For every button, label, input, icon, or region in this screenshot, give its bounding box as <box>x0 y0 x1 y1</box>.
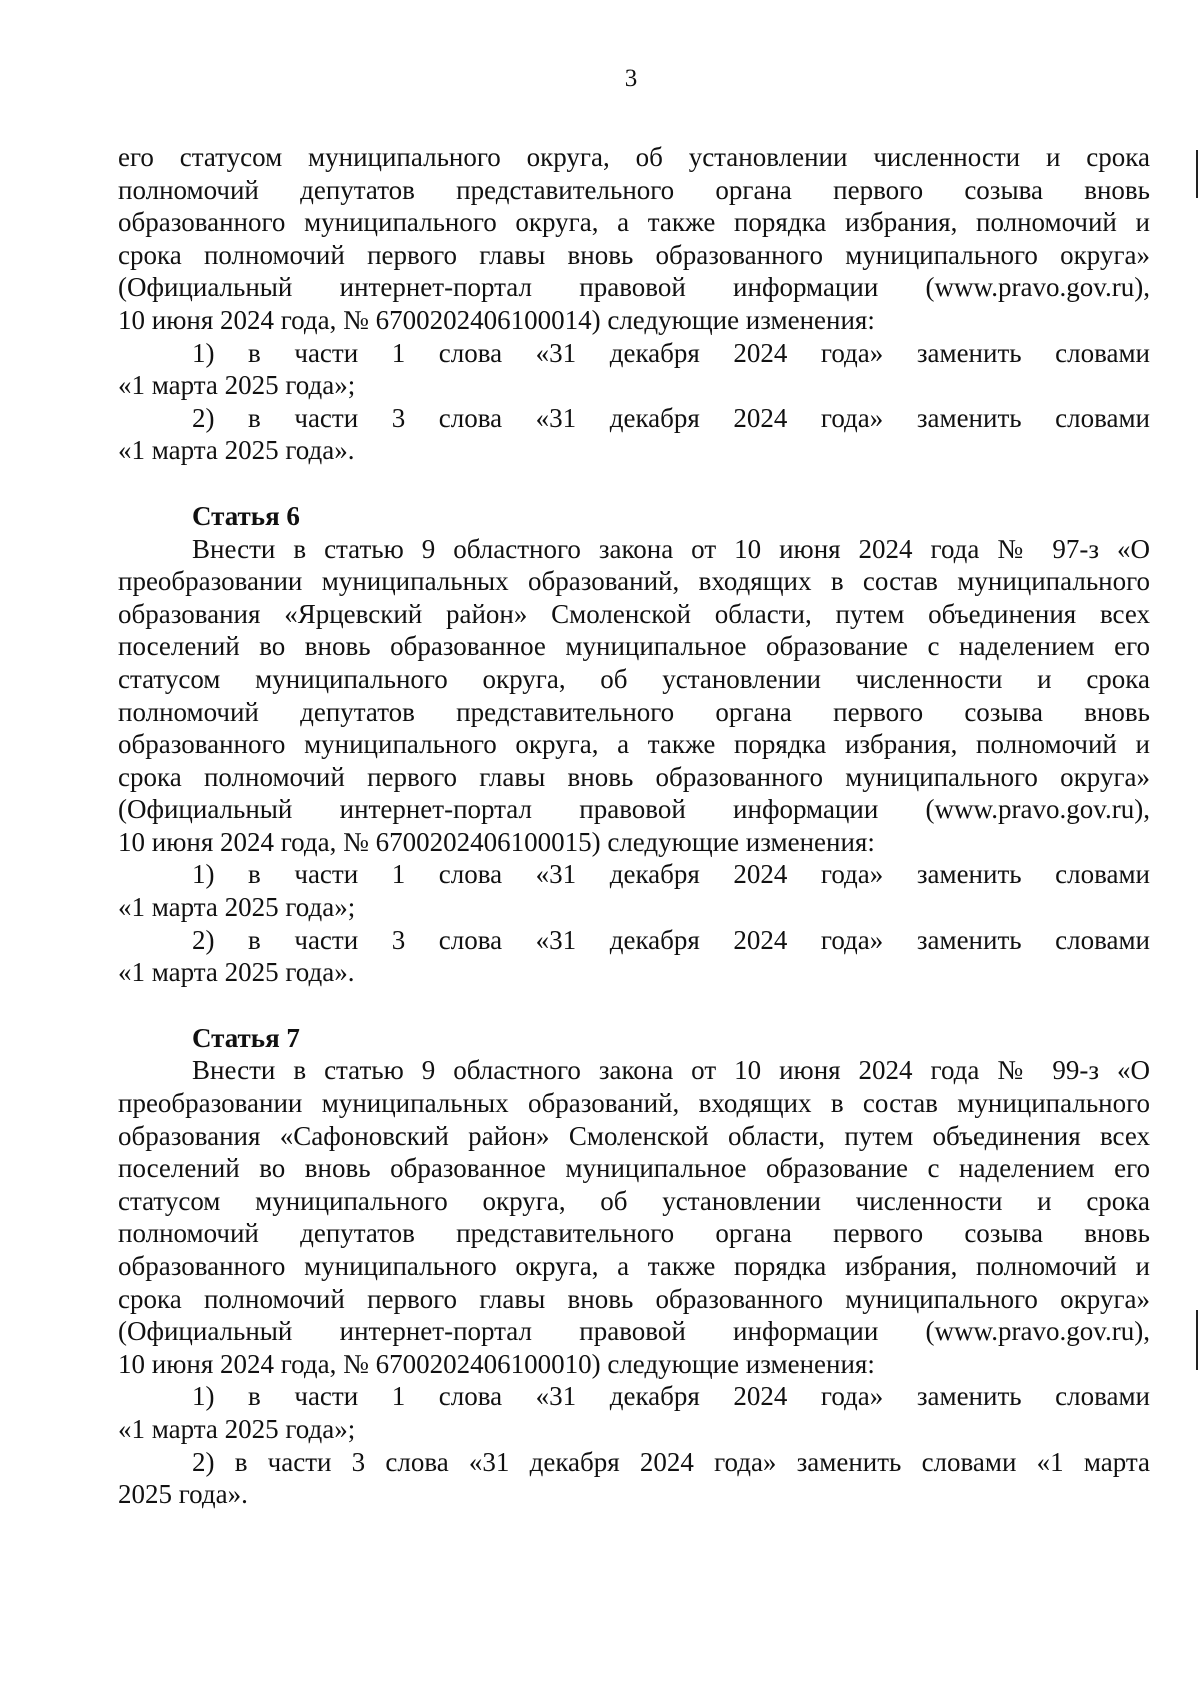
list-item-line: 2) в части 3 слова «31 декабря 2024 года» заменить словами «1 марта <box>192 1446 1150 1477</box>
text-line: срока полномочий первого главы вновь образованного муниципального округа» <box>118 1283 1150 1314</box>
list-item-line: 1) в части 1 слова «31 декабря 2024 года» заменить словами <box>192 1381 1150 1412</box>
text-line: срока полномочий первого главы вновь образованного муниципального округа» <box>118 239 1150 270</box>
text-line: образованного муниципального округа, а также порядка избрания, полномочий и <box>118 207 1150 238</box>
text-line: 10 июня 2024 года, № 6700202406100010) следующие изменения: <box>118 1348 875 1379</box>
text-line: образованного муниципального округа, а также порядка избрания, полномочий и <box>118 729 1150 760</box>
list-item-line: 2) в части 3 слова «31 декабря 2024 года» заменить словами <box>192 402 1150 433</box>
text-line: Внести в статью 9 областного закона от 10 июня 2024 года № 99-з «О <box>192 1055 1150 1086</box>
article-6-heading: Статья 6 <box>192 500 300 531</box>
page-number: 3 <box>624 65 638 92</box>
text-line: (Официальный интернет-портал правовой информации (www.pravo.gov.ru), <box>118 794 1150 825</box>
text-line: «1 марта 2025 года». <box>118 435 355 466</box>
text-line: преобразовании муниципальных образований, входящих в состав муниципального <box>118 1088 1150 1119</box>
text-line: срока полномочий первого главы вновь образованного муниципального округа» <box>118 761 1150 792</box>
list-item-line: 1) в части 1 слова «31 декабря 2024 года» заменить словами <box>192 859 1150 890</box>
text-line: преобразовании муниципальных образований, входящих в состав муниципального <box>118 566 1150 597</box>
text-line: поселений во вновь образованное муниципальное образование с наделением его <box>118 1153 1150 1184</box>
text-line: (Официальный интернет-портал правовой информации (www.pravo.gov.ru), <box>118 1316 1150 1347</box>
text-line: полномочий депутатов представительного органа первого созыва вновь <box>118 1218 1150 1249</box>
text-line: статусом муниципального округа, об установлении численности и срока <box>118 1185 1150 1216</box>
text-line: «1 марта 2025 года». <box>118 957 355 988</box>
paragraph-gap <box>118 467 1150 500</box>
list-item-line: 1) в части 1 слова «31 декабря 2024 года» заменить словами <box>192 337 1150 368</box>
text-line: статусом муниципального округа, об установлении численности и срока <box>118 663 1150 694</box>
scan-edge-mark <box>1196 150 1198 198</box>
list-item-line: 2) в части 3 слова «31 декабря 2024 года» заменить словами <box>192 924 1150 955</box>
text-line: полномочий депутатов представительного органа первого созыва вновь <box>118 174 1150 205</box>
text-line: образования «Ярцевский район» Смоленской области, путем объединения всех <box>118 598 1150 629</box>
text-line: поселений во вновь образованное муниципальное образование с наделением его <box>118 631 1150 662</box>
paragraph-gap <box>118 989 1150 1022</box>
scan-edge-mark <box>1196 1310 1198 1370</box>
text-line: (Официальный интернет-портал правовой информации (www.pravo.gov.ru), <box>118 272 1150 303</box>
text-line: «1 марта 2025 года»; <box>118 370 356 401</box>
article-7-heading: Статья 7 <box>192 1022 300 1053</box>
text-line: 10 июня 2024 года, № 6700202406100014) следующие изменения: <box>118 304 875 335</box>
text-line: полномочий депутатов представительного органа первого созыва вновь <box>118 696 1150 727</box>
text-line: образования «Сафоновский район» Смоленской области, путем объединения всех <box>118 1120 1150 1151</box>
document-body <box>118 141 1150 1511</box>
text-line: 2025 года». <box>118 1479 248 1510</box>
text-line: Внести в статью 9 областного закона от 10 июня 2024 года № 97-з «О <box>192 533 1150 564</box>
text-line: образованного муниципального округа, а также порядка избрания, полномочий и <box>118 1251 1150 1281</box>
text-line: «1 марта 2025 года»; <box>118 892 356 923</box>
text-line: «1 марта 2025 года»; <box>118 1413 356 1444</box>
text-line: 10 июня 2024 года, № 6700202406100015) следующие изменения: <box>118 826 875 857</box>
text-line: его статусом муниципального округа, об установлении численности и срока <box>118 142 1150 172</box>
